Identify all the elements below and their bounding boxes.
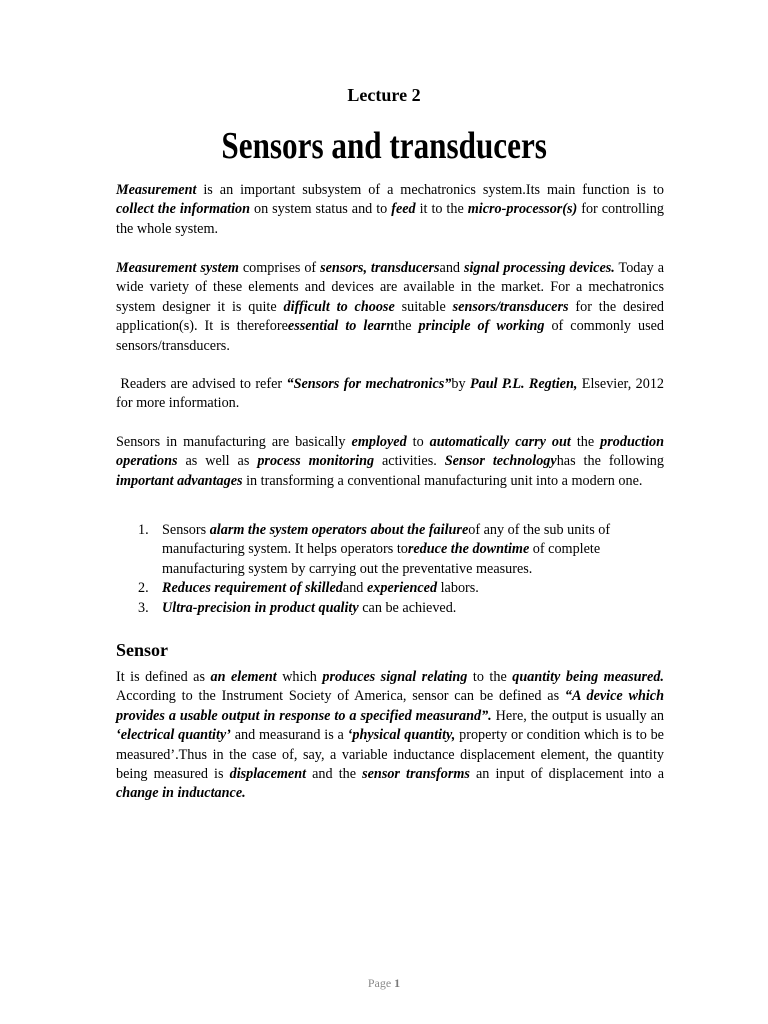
text-run: suitable <box>394 298 453 315</box>
list-item-number: 1. <box>138 522 149 538</box>
reference-paragraph <box>116 375 672 414</box>
emphasis-text: quantity being measured. <box>512 669 664 685</box>
emphasis-text: ‘electrical quantity’ <box>116 727 231 744</box>
emphasis-text: sensor transforms <box>362 766 470 783</box>
emphasis-text: Measurement system <box>116 260 239 276</box>
emphasis-text: essential to learn <box>287 318 395 335</box>
text-run: by <box>451 376 470 392</box>
text-run: it to the <box>415 201 468 218</box>
text-run: activities. <box>374 453 445 470</box>
emphasis-text: automatically carry out <box>429 434 571 450</box>
emphasis-text: ‘physical quantity, <box>347 727 456 744</box>
manufacturing-paragraph <box>116 433 668 491</box>
sensor-definition-paragraph <box>116 668 668 804</box>
text-run: which <box>276 669 323 685</box>
advantages-list <box>116 521 664 618</box>
emphasis-text: signal processing devices. <box>463 260 615 276</box>
emphasis-text: process monitoring <box>257 453 375 470</box>
emphasis-text: “Sensors for mechatronics” <box>286 376 452 392</box>
text-run: According to the Instrument Society of America, sensor can be defined as <box>116 669 668 705</box>
emphasis-text: “A device which provides a usable output in response to a specified measurand”. <box>116 688 668 724</box>
list-item-text <box>162 600 456 616</box>
text-run: and the <box>306 766 363 783</box>
emphasis-text: sensors, transducers <box>320 260 440 276</box>
emphasis-text: Measurement <box>116 182 197 198</box>
emphasis-text: Ultra-precision in product quality <box>162 599 359 616</box>
emphasis-text: Sensor technology <box>444 453 557 470</box>
text-run: of commonly used sensors/transducers. <box>116 318 668 354</box>
text-run: Sensors <box>162 522 210 538</box>
emphasis-text: alarm the system operators about the failure <box>209 522 469 538</box>
text-run: Elsevier, 2012 for more information. <box>116 376 672 412</box>
emphasis-text: important advantages <box>116 472 243 489</box>
list-item-number: 2. <box>138 580 149 597</box>
emphasis-text: feed <box>391 201 416 218</box>
emphasis-text: change in inductance. <box>116 785 246 802</box>
text-run: labors. <box>437 580 479 597</box>
page-number: 1 <box>394 976 401 990</box>
emphasis-text: production operations <box>116 434 668 470</box>
text-run: to the <box>467 669 513 685</box>
text-run: can be achieved. <box>358 599 457 616</box>
emphasis-text: difficult to choose <box>283 298 395 315</box>
page-title: Sensors and transducers <box>221 125 547 167</box>
emphasis-text: experienced <box>366 580 438 597</box>
text-run: on system status and to <box>250 201 392 218</box>
text-run: and <box>439 260 464 276</box>
emphasis-text: displacement <box>229 766 307 783</box>
text-run: the <box>570 434 601 450</box>
emphasis-text: produces signal relating <box>322 669 468 685</box>
text-run: to <box>406 434 430 450</box>
text-run: the <box>394 318 419 335</box>
list-item-number: 3. <box>138 599 149 616</box>
text-run: Readers are advised to refer <box>116 376 287 392</box>
text-run: of any of the sub units of manufacturing system. It helps operators to <box>162 522 611 558</box>
emphasis-text: Paul P.L. Regtien, <box>469 376 578 392</box>
emphasis-text: micro-processor(s) <box>467 201 578 218</box>
section-heading-sensor: Sensor <box>116 640 169 660</box>
text-run: in transforming a conventional manufacturing unit into a modern one. <box>242 472 643 489</box>
list-item <box>116 521 664 579</box>
emphasis-text: an element <box>210 669 277 685</box>
text-run: Here, the output is usually an <box>491 707 668 724</box>
emphasis-text: collect the information <box>116 201 251 218</box>
text-run: an input of displacement into a <box>469 766 668 783</box>
text-run: It is defined as <box>116 669 211 685</box>
emphasis-text: employed <box>351 434 407 450</box>
measurement-system-paragraph <box>116 259 668 356</box>
emphasis-text: reduce the downtime <box>407 541 530 558</box>
lecture-label: Lecture 2 <box>347 85 421 105</box>
text-run: for controlling the whole system. <box>116 201 668 237</box>
text-run: Today a wide variety of these elements and devices are available in the market. For a mechatronics system designer it is quite <box>116 260 668 315</box>
text-run: for the desired application(s). It is therefore <box>116 298 668 335</box>
text-run: comprises of <box>238 260 321 276</box>
text-run: and measurand is a <box>230 727 348 744</box>
emphasis-text: principle of working <box>418 318 545 335</box>
list-item <box>116 599 664 618</box>
list-item-text <box>162 580 479 596</box>
text-run: Sensors in manufacturing are basically <box>116 434 352 450</box>
text-run: as well as <box>177 453 258 470</box>
text-run: property or condition which is to be measured’.Thus in the case of, say, a variable inductance displacement element, the quantity being measured is <box>116 727 668 783</box>
page-footer <box>0 976 768 991</box>
list-item <box>116 579 664 598</box>
page-label: Page <box>367 976 392 990</box>
emphasis-text: Reduces requirement of skilled <box>162 580 343 597</box>
text-run: is an important subsystem of a mechatronics system.Its main function is to <box>196 182 668 198</box>
emphasis-text: sensors/transducers <box>452 298 569 315</box>
text-run: and <box>342 580 367 597</box>
intro-paragraph <box>116 181 668 239</box>
text-run: has the following <box>556 453 668 470</box>
text-run: of complete manufacturing system by carrying out the preventative measures. <box>162 541 601 577</box>
list-item-text <box>162 522 610 577</box>
